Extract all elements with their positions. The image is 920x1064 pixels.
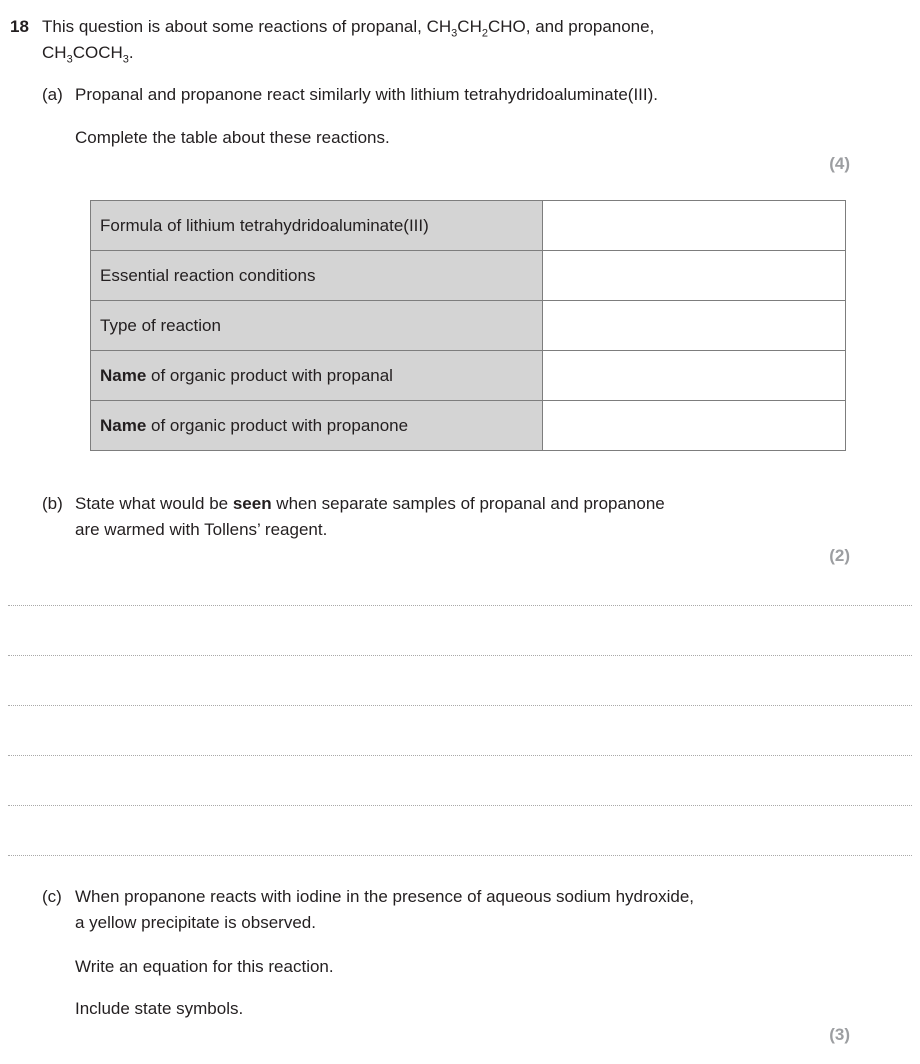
- table-row: [91, 351, 846, 401]
- row-label-cell: [91, 351, 543, 401]
- row-label-bold: Name: [100, 415, 147, 435]
- table-row: [91, 251, 846, 301]
- row-label-cell: [91, 251, 543, 301]
- table-row: [91, 401, 846, 451]
- answer-line[interactable]: [8, 656, 912, 706]
- part-b-text: when separate samples of propanal and propanone: [271, 494, 665, 513]
- answer-lines: [8, 569, 912, 856]
- answer-line[interactable]: [8, 806, 912, 856]
- chem-subscript: 3: [451, 27, 458, 40]
- part-a-statement: Propanal and propanone react similarly with lithium tetrahydridoaluminate(III).: [75, 85, 659, 104]
- part-b-statement: [75, 491, 920, 543]
- part-c-instruction-equation: Write an equation for this reaction.: [75, 957, 334, 976]
- answer-line[interactable]: [8, 706, 912, 756]
- row-label-bold: Name: [100, 365, 147, 385]
- part-c-text: a yellow precipitate is observed.: [75, 913, 316, 932]
- answer-line[interactable]: [8, 606, 912, 656]
- answer-line[interactable]: [8, 569, 912, 606]
- chem-subscript: 2: [481, 27, 488, 40]
- row-label-cell: [91, 301, 543, 351]
- part-b-label: (b): [42, 494, 63, 513]
- chem-subscript: 3: [122, 53, 129, 66]
- intro-text: This question is about some reactions of propanal, CH: [42, 17, 452, 36]
- part-c-instruction-state-symbols: Include state symbols.: [75, 999, 244, 1018]
- part-a: [42, 82, 920, 451]
- marks-part-c: (3): [829, 1025, 850, 1044]
- question-18: [10, 14, 920, 66]
- part-b-text: are warmed with Tollens’ reagent.: [75, 520, 328, 539]
- answer-cell[interactable]: [543, 351, 846, 401]
- answer-cell[interactable]: [543, 201, 846, 251]
- answer-line[interactable]: [8, 756, 912, 806]
- intro-text: CHO, and propanone,: [487, 17, 655, 36]
- table-row: [91, 201, 846, 251]
- row-label-text: Type of reaction: [100, 315, 221, 335]
- row-label-text: Formula of lithium tetrahydridoaluminate(III): [100, 215, 429, 235]
- row-label-text: of organic product with propanone: [146, 415, 409, 435]
- intro-text: .: [128, 43, 134, 62]
- part-b: [42, 491, 920, 569]
- row-label-cell: [91, 201, 543, 251]
- row-label-cell: [91, 401, 543, 451]
- part-c-label: (c): [42, 887, 62, 906]
- marks-part-b: (2): [829, 546, 850, 565]
- marks-part-a: (4): [829, 154, 850, 173]
- part-c-statement: [75, 884, 920, 936]
- intro-text: CH: [457, 17, 482, 36]
- part-c-text: When propanone reacts with iodine in the presence of aqueous sodium hydroxide,: [75, 887, 694, 906]
- part-a-instruction: Complete the table about these reactions.: [75, 128, 390, 147]
- question-number: 18: [10, 17, 29, 36]
- row-label-text: of organic product with propanal: [146, 365, 393, 385]
- part-c: [42, 884, 920, 1048]
- reaction-table: [90, 200, 846, 451]
- chem-subscript: 3: [66, 53, 73, 66]
- question-intro: [42, 14, 920, 66]
- part-b-text: State what would be: [75, 494, 233, 513]
- answer-cell[interactable]: [543, 401, 846, 451]
- chem-formula-propanone: CH: [42, 43, 67, 62]
- chem-formula-propanone: COCH: [72, 43, 123, 62]
- table-row: [91, 301, 846, 351]
- part-a-label: (a): [42, 85, 63, 104]
- part-b-bold-seen: seen: [232, 494, 272, 513]
- answer-cell[interactable]: [543, 251, 846, 301]
- row-label-text: Essential reaction conditions: [100, 265, 316, 285]
- answer-cell[interactable]: [543, 301, 846, 351]
